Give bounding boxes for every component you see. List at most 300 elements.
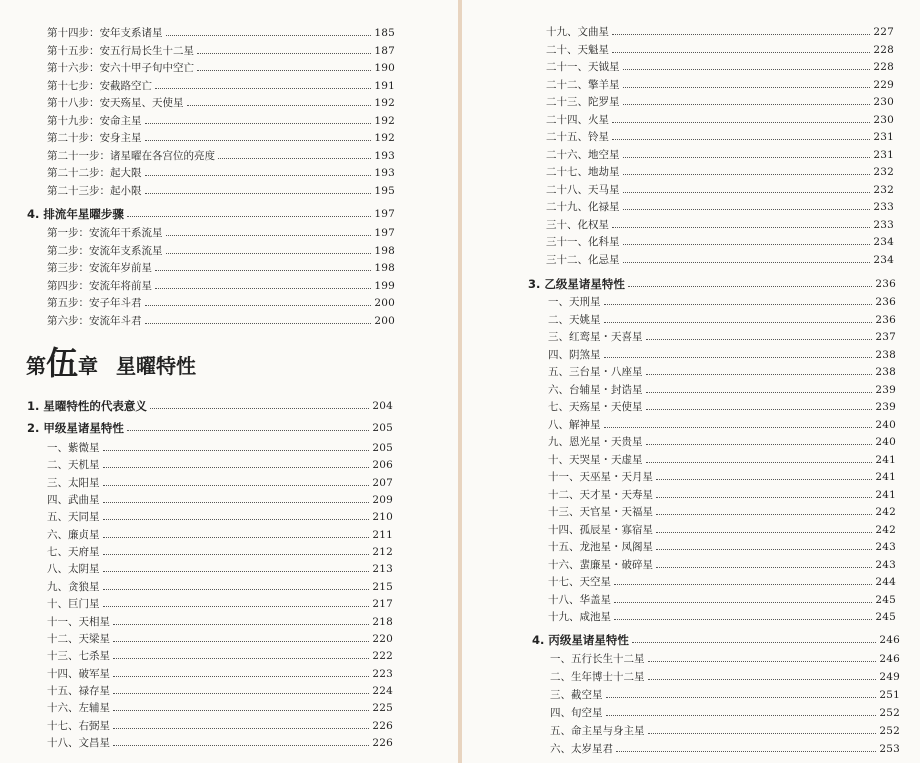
toc-entry-title: 第四步：安流年将前星 — [47, 280, 152, 292]
dot-leader — [646, 374, 873, 375]
toc-entry-title: 二十八、天马星 — [546, 184, 620, 196]
toc-entry-title: 十五、禄存星 — [47, 685, 110, 697]
toc-entry — [548, 397, 896, 414]
toc-entry-page: 243 — [875, 559, 896, 571]
toc-section-entry — [27, 396, 393, 413]
toc-section-entry — [27, 418, 393, 435]
toc-entry — [548, 485, 896, 502]
toc-entry-page: 233 — [873, 201, 894, 213]
dot-leader — [656, 532, 872, 533]
toc-entry — [47, 490, 393, 507]
toc-entry — [47, 241, 395, 258]
dot-leader — [612, 139, 870, 140]
toc-entry-title: 二、天姚星 — [548, 314, 601, 326]
dot-leader — [187, 105, 372, 106]
toc-entry-title: 4. 丙级星诸星特性 — [532, 633, 629, 647]
toc-entry-page: 197 — [374, 208, 395, 220]
toc-entry-page: 199 — [374, 280, 395, 292]
toc-entry — [546, 57, 894, 74]
toc-entry-title: 第二十三步：起小限 — [47, 185, 142, 197]
toc-entry-title: 第十五步：安五行局长生十二星 — [47, 45, 194, 57]
toc-entry — [546, 110, 894, 127]
toc-entry-page: 207 — [372, 477, 393, 489]
toc-entry-title: 十一、天相星 — [47, 616, 110, 628]
toc-entry-title: 二十一、天钺星 — [546, 61, 620, 73]
dot-leader — [113, 710, 369, 711]
toc-entry-title: 三十二、化忌星 — [546, 254, 620, 266]
dot-leader — [103, 606, 370, 607]
dot-leader — [656, 514, 872, 515]
dot-leader — [614, 619, 872, 620]
toc-entry-title: 1. 星曜特性的代表意义 — [27, 399, 147, 413]
dot-leader — [614, 584, 872, 585]
toc-entry — [548, 537, 896, 554]
toc-entry — [47, 473, 393, 490]
toc-entry-page: 206 — [372, 459, 393, 471]
toc-entry-page: 197 — [374, 227, 395, 239]
toc-entry-page: 192 — [374, 115, 395, 127]
toc-entry-page: 245 — [875, 594, 896, 606]
toc-entry — [47, 559, 393, 576]
toc-entry-title: 第五步：安子年斗君 — [47, 297, 142, 309]
toc-entry — [47, 525, 393, 542]
toc-entry-page: 191 — [374, 80, 395, 92]
toc-entry-title: 第三步：安流年岁前星 — [47, 262, 152, 274]
toc-entry-title: 第二步：安流年支系流星 — [47, 245, 163, 257]
toc-entry — [550, 685, 900, 702]
toc-entry — [47, 23, 395, 40]
chapter-number: 伍 — [46, 344, 79, 382]
toc-entry — [47, 76, 395, 93]
toc-entry-title: 十六、左辅星 — [47, 702, 110, 714]
dot-leader — [103, 589, 370, 590]
right-page — [462, 0, 920, 763]
toc-entry-page: 252 — [879, 725, 900, 737]
toc-entry — [47, 716, 393, 733]
dot-leader — [197, 53, 371, 54]
toc-entry — [47, 646, 393, 663]
chapter-prefix: 第 — [26, 354, 46, 378]
dot-leader — [103, 537, 370, 538]
toc-entry — [548, 380, 896, 397]
toc-entry — [546, 92, 894, 109]
dot-leader — [145, 323, 372, 324]
toc-entry — [548, 345, 896, 362]
toc-entry-page: 241 — [875, 471, 896, 483]
toc-entry-page: 246 — [879, 653, 900, 665]
chapter-title: 星曜特性 — [116, 354, 197, 378]
toc-entry — [47, 542, 393, 559]
toc-entry-page: 223 — [372, 668, 393, 680]
toc-entry — [546, 232, 894, 249]
toc-entry-title: 第一步：安流年干系流星 — [47, 227, 163, 239]
dot-leader — [103, 554, 370, 555]
toc-entry — [546, 180, 894, 197]
toc-section-entry — [528, 274, 896, 291]
toc-entry-page: 231 — [873, 131, 894, 143]
toc-entry — [548, 607, 896, 624]
dot-leader — [145, 305, 372, 306]
toc-entry-page: 204 — [372, 400, 393, 412]
toc-entry — [47, 223, 395, 240]
toc-entry-page: 215 — [372, 581, 393, 593]
dot-leader — [145, 175, 372, 176]
toc-entry-title: 十七、天空星 — [548, 576, 611, 588]
toc-entry-page: 238 — [875, 349, 896, 361]
toc-entry-page: 251 — [879, 689, 900, 701]
toc-entry-page: 249 — [879, 671, 900, 683]
toc-entry-page: 241 — [875, 454, 896, 466]
toc-entry-title: 第十六步：安六十甲子旬中空亡 — [47, 62, 194, 74]
toc-entry-title: 十、天哭星・天虚星 — [548, 454, 643, 466]
toc-entry-page: 210 — [372, 511, 393, 523]
left-page — [0, 0, 458, 763]
toc-entry-page: 252 — [879, 707, 900, 719]
dot-leader — [646, 339, 873, 340]
toc-entry — [546, 145, 894, 162]
toc-entry — [550, 721, 900, 738]
toc-entry-title: 四、阴煞星 — [548, 349, 601, 361]
toc-entry-title: 十三、天官星・天福星 — [548, 506, 653, 518]
toc-entry-title: 十三、七杀星 — [47, 650, 110, 662]
toc-entry-title: 第十八步：安天殇星、天使星 — [47, 97, 184, 109]
toc-entry-page: 226 — [372, 737, 393, 749]
dot-leader — [612, 52, 870, 53]
toc-entry-title: 六、太岁星君 — [550, 743, 613, 755]
toc-entry-page: 228 — [873, 61, 894, 73]
toc-entry-page: 198 — [374, 245, 395, 257]
toc-entry — [546, 215, 894, 232]
toc-entry-page: 213 — [372, 563, 393, 575]
dot-leader — [113, 693, 369, 694]
dot-leader — [623, 209, 871, 210]
toc-entry-page: 242 — [875, 506, 896, 518]
dot-leader — [155, 288, 371, 289]
dot-leader — [145, 123, 372, 124]
toc-entry — [546, 22, 894, 39]
toc-entry-title: 第十七步：安截路空亡 — [47, 80, 152, 92]
dot-leader — [103, 485, 370, 486]
dot-leader — [113, 676, 369, 677]
toc-entry-title: 十八、文昌星 — [47, 737, 110, 749]
toc-entry-title: 一、紫微星 — [47, 442, 100, 454]
toc-entry-page: 233 — [873, 219, 894, 231]
toc-entry-page: 228 — [873, 44, 894, 56]
toc-entry — [47, 664, 393, 681]
toc-entry-page: 240 — [875, 419, 896, 431]
toc-entry-title: 二十三、陀罗星 — [546, 96, 620, 108]
toc-entry — [47, 181, 395, 198]
toc-entry — [47, 507, 393, 524]
dot-leader — [612, 227, 870, 228]
toc-entry-page: 229 — [873, 79, 894, 91]
dot-leader — [604, 322, 873, 323]
toc-entry-page: 200 — [374, 315, 395, 327]
toc-entry-page: 230 — [873, 96, 894, 108]
toc-entry-page: 192 — [374, 97, 395, 109]
toc-entry-page: 226 — [372, 720, 393, 732]
dot-leader — [646, 444, 873, 445]
toc-entry-page: 236 — [875, 296, 896, 308]
toc-entry-page: 238 — [875, 366, 896, 378]
toc-entry-title: 十四、破军星 — [47, 668, 110, 680]
toc-entry-page: 246 — [879, 634, 900, 646]
toc-entry-title: 六、廉贞星 — [47, 529, 100, 541]
toc-entry — [47, 163, 395, 180]
toc-entry-title: 二十七、地劫星 — [546, 166, 620, 178]
toc-entry — [548, 590, 896, 607]
toc-entry — [548, 327, 896, 344]
toc-entry — [47, 58, 395, 75]
toc-entry — [47, 146, 395, 163]
toc-entry-title: 十二、天梁星 — [47, 633, 110, 645]
toc-section-entry — [532, 630, 900, 647]
dot-leader — [197, 70, 371, 71]
toc-entry — [548, 362, 896, 379]
toc-entry-page: 236 — [875, 278, 896, 290]
dot-leader — [623, 192, 871, 193]
dot-leader — [606, 697, 877, 698]
toc-entry-page: 205 — [372, 422, 393, 434]
toc-entry — [47, 111, 395, 128]
toc-entry-page: 243 — [875, 541, 896, 553]
dot-leader — [113, 728, 369, 729]
dot-leader — [155, 88, 371, 89]
dot-leader — [623, 174, 871, 175]
dot-leader — [628, 286, 872, 287]
toc-entry-title: 十五、龙池星・凤阁星 — [548, 541, 653, 553]
toc-entry — [548, 520, 896, 537]
toc-entry-title: 七、天殇星・天使星 — [548, 401, 643, 413]
dot-leader — [656, 479, 872, 480]
toc-entry-title: 第二十一步：诸星曜在各宫位的亮度 — [47, 150, 215, 162]
toc-entry-title: 三十一、化科星 — [546, 236, 620, 248]
toc-entry-page: 231 — [873, 149, 894, 161]
dot-leader — [604, 304, 873, 305]
toc-entry — [47, 128, 395, 145]
dot-leader — [604, 357, 873, 358]
toc-entry — [550, 649, 900, 666]
toc-entry-page: 193 — [374, 167, 395, 179]
dot-leader — [612, 34, 870, 35]
dot-leader — [166, 253, 372, 254]
dot-leader — [656, 497, 872, 498]
toc-entry — [550, 739, 900, 756]
dot-leader — [623, 69, 871, 70]
toc-entry — [47, 733, 393, 750]
dot-leader — [648, 733, 877, 734]
toc-entry-title: 五、命主星与身主星 — [550, 725, 645, 737]
dot-leader — [145, 140, 372, 141]
dot-leader — [155, 270, 371, 271]
toc-entry-title: 二十六、地空星 — [546, 149, 620, 161]
toc-entry-title: 五、天同星 — [47, 511, 100, 523]
toc-entry-page: 232 — [873, 184, 894, 196]
dot-leader — [623, 262, 871, 263]
toc-entry — [47, 276, 395, 293]
toc-entry-title: 二、生年博士十二星 — [550, 671, 645, 683]
toc-entry-title: 二十、天魁星 — [546, 44, 609, 56]
toc-entry — [47, 258, 395, 275]
toc-entry — [546, 75, 894, 92]
toc-entry-title: 二十五、铃星 — [546, 131, 609, 143]
dot-leader — [646, 462, 873, 463]
toc-entry-page: 253 — [879, 743, 900, 755]
toc-entry-page: 198 — [374, 262, 395, 274]
toc-entry-title: 3. 乙级星诸星特性 — [528, 277, 625, 291]
toc-entry-title: 五、三台星・八座星 — [548, 366, 643, 378]
toc-entry — [550, 667, 900, 684]
toc-entry — [546, 127, 894, 144]
toc-entry — [546, 197, 894, 214]
toc-entry — [47, 93, 395, 110]
toc-entry — [47, 577, 393, 594]
toc-entry — [47, 311, 395, 328]
toc-entry — [548, 432, 896, 449]
toc-entry — [47, 455, 393, 472]
toc-entry — [548, 292, 896, 309]
toc-entry — [47, 681, 393, 698]
dot-leader — [145, 193, 372, 194]
toc-entry-title: 十六、蜚廉星・破碎星 — [548, 559, 653, 571]
toc-entry-title: 2. 甲级星诸星特性 — [27, 421, 124, 435]
dot-leader — [614, 602, 872, 603]
toc-entry-page: 240 — [875, 436, 896, 448]
toc-entry-title: 二十九、化禄星 — [546, 201, 620, 213]
toc-entry-page: 195 — [374, 185, 395, 197]
dot-leader — [623, 244, 871, 245]
toc-entry-title: 七、天府星 — [47, 546, 100, 558]
toc-entry-page: 239 — [875, 401, 896, 413]
dot-leader — [604, 427, 873, 428]
toc-entry — [546, 162, 894, 179]
dot-leader — [150, 408, 369, 409]
toc-entry — [47, 698, 393, 715]
dot-leader — [127, 216, 371, 217]
dot-leader — [648, 679, 877, 680]
toc-entry — [47, 594, 393, 611]
toc-entry-title: 三、红鸾星・天喜星 — [548, 331, 643, 343]
toc-entry — [548, 555, 896, 572]
toc-entry-title: 第二十步：安身主星 — [47, 132, 142, 144]
toc-entry-page: 225 — [372, 702, 393, 714]
toc-section-entry — [27, 204, 395, 221]
dot-leader — [656, 549, 872, 550]
dot-leader — [606, 715, 877, 716]
toc-entry-title: 三、截空星 — [550, 689, 603, 701]
toc-entry-page: 218 — [372, 616, 393, 628]
toc-entry-title: 八、太阴星 — [47, 563, 100, 575]
toc-entry-title: 四、旬空星 — [550, 707, 603, 719]
toc-entry-title: 三十、化权星 — [546, 219, 609, 231]
toc-entry — [550, 703, 900, 720]
dot-leader — [218, 158, 371, 159]
toc-entry-page: 190 — [374, 62, 395, 74]
toc-entry-page: 212 — [372, 546, 393, 558]
toc-entry — [546, 40, 894, 57]
toc-entry-page: 234 — [873, 236, 894, 248]
toc-entry-title: 十四、孤辰星・寡宿星 — [548, 524, 653, 536]
toc-entry — [548, 502, 896, 519]
dot-leader — [623, 87, 871, 88]
toc-entry-page: 217 — [372, 598, 393, 610]
toc-entry-page: 232 — [873, 166, 894, 178]
toc-entry-title: 二十四、火星 — [546, 114, 609, 126]
toc-entry — [47, 629, 393, 646]
toc-entry-title: 第十四步：安年支系诸星 — [47, 27, 163, 39]
toc-entry — [548, 310, 896, 327]
dot-leader — [127, 430, 369, 431]
toc-entry-page: 236 — [875, 314, 896, 326]
toc-entry-title: 一、五行长生十二星 — [550, 653, 645, 665]
dot-leader — [103, 502, 370, 503]
toc-entry-page: 185 — [374, 27, 395, 39]
toc-entry-page: 187 — [374, 45, 395, 57]
toc-entry-title: 十、巨门星 — [47, 598, 100, 610]
dot-leader — [646, 392, 873, 393]
toc-entry-page: 242 — [875, 524, 896, 536]
dot-leader — [113, 745, 369, 746]
toc-entry-page: 200 — [374, 297, 395, 309]
dot-leader — [648, 661, 877, 662]
dot-leader — [103, 467, 370, 468]
toc-entry — [548, 415, 896, 432]
toc-entry-title: 第二十二步：起大限 — [47, 167, 142, 179]
toc-entry-page: 245 — [875, 611, 896, 623]
toc-entry-page: 237 — [875, 331, 896, 343]
toc-entry-title: 一、天刑星 — [548, 296, 601, 308]
dot-leader — [103, 571, 370, 572]
toc-entry-page: 241 — [875, 489, 896, 501]
dot-leader — [103, 519, 370, 520]
toc-entry-page: 205 — [372, 442, 393, 454]
dot-leader — [612, 122, 870, 123]
toc-entry-title: 4. 排流年星曜步骤 — [27, 207, 124, 221]
toc-entry-title: 三、太阳星 — [47, 477, 100, 489]
dot-leader — [656, 567, 872, 568]
toc-entry-title: 十八、华盖星 — [548, 594, 611, 606]
toc-entry — [548, 467, 896, 484]
toc-entry-title: 第六步：安流年斗君 — [47, 315, 142, 327]
dot-leader — [166, 235, 372, 236]
toc-entry-title: 十二、天才星・天寿星 — [548, 489, 653, 501]
toc-entry-title: 十九、咸池星 — [548, 611, 611, 623]
toc-entry — [47, 612, 393, 629]
toc-entry-page: 244 — [875, 576, 896, 588]
dot-leader — [623, 157, 871, 158]
toc-entry — [47, 293, 395, 310]
dot-leader — [113, 641, 369, 642]
toc-entry-title: 十七、右弼星 — [47, 720, 110, 732]
toc-entry-page: 227 — [873, 26, 894, 38]
dot-leader — [103, 450, 370, 451]
dot-leader — [632, 642, 876, 643]
toc-entry-title: 第十九步：安命主星 — [47, 115, 142, 127]
toc-entry — [47, 438, 393, 455]
toc-entry-title: 八、解神星 — [548, 419, 601, 431]
toc-entry — [548, 450, 896, 467]
toc-entry-title: 十一、天巫星・天月星 — [548, 471, 653, 483]
dot-leader — [113, 624, 369, 625]
toc-entry-title: 四、武曲星 — [47, 494, 100, 506]
chapter-suffix: 章 — [78, 354, 99, 378]
toc-entry — [546, 250, 894, 267]
toc-entry-page: 230 — [873, 114, 894, 126]
toc-entry-page: 192 — [374, 132, 395, 144]
dot-leader — [623, 104, 871, 105]
toc-entry-title: 九、贪狼星 — [47, 581, 100, 593]
dot-leader — [113, 658, 369, 659]
